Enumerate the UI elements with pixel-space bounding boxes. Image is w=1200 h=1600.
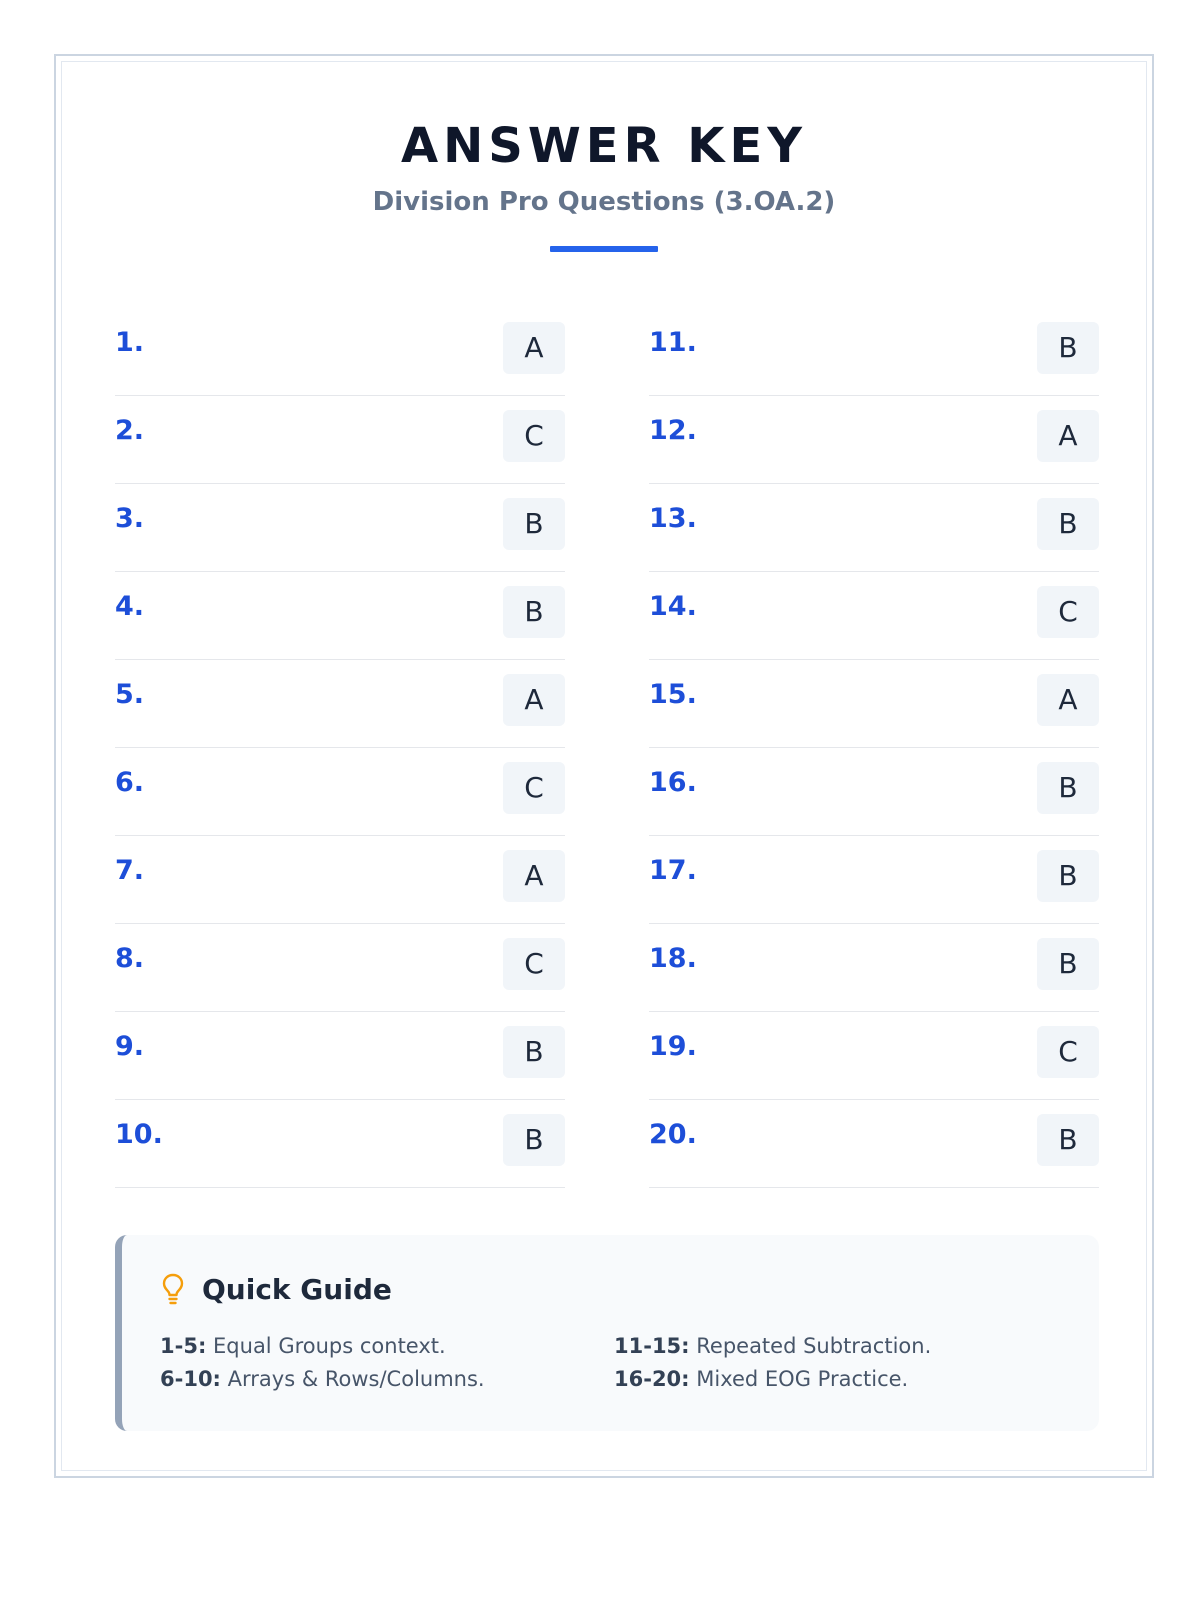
answer-row: [115, 1100, 565, 1188]
guide-range: 11-15:: [614, 1334, 690, 1358]
answer-letter: C: [503, 762, 565, 814]
question-number: 10.: [115, 1119, 163, 1150]
question-number: 2.: [115, 415, 145, 446]
answer-key-sheet: [54, 54, 1154, 1478]
question-number: 1.: [115, 327, 145, 358]
guide-item: [160, 1331, 446, 1361]
answer-grid: [115, 308, 1099, 1188]
answer-row: [649, 660, 1099, 748]
answer-letter: C: [1037, 586, 1099, 638]
answer-letter: B: [1037, 498, 1099, 550]
answer-row: [115, 484, 565, 572]
guide-range: 16-20:: [614, 1367, 690, 1391]
guide-text: Arrays & Rows/Columns.: [227, 1367, 485, 1391]
question-number: 16.: [649, 767, 697, 798]
question-number: 15.: [649, 679, 697, 710]
answer-letter: A: [1037, 410, 1099, 462]
question-number: 8.: [115, 943, 145, 974]
answer-letter: B: [503, 498, 565, 550]
answer-letter: B: [503, 1026, 565, 1078]
guide-item: [614, 1364, 908, 1394]
answer-row: [115, 572, 565, 660]
guide-text: Equal Groups context.: [213, 1334, 446, 1358]
question-number: 9.: [115, 1031, 145, 1062]
guide-item: [160, 1364, 485, 1394]
answer-row: [649, 836, 1099, 924]
answer-letter: C: [503, 938, 565, 990]
answer-row: [115, 836, 565, 924]
question-number: 17.: [649, 855, 697, 886]
question-number: 18.: [649, 943, 697, 974]
answer-letter: A: [1037, 674, 1099, 726]
answer-letter: B: [1037, 938, 1099, 990]
quick-guide-header: [160, 1271, 392, 1307]
answer-row: [649, 396, 1099, 484]
guide-text: Mixed EOG Practice.: [696, 1367, 909, 1391]
page-subtitle: Division Pro Questions (3.OA.2): [372, 187, 836, 217]
answer-column-right: [649, 308, 1099, 1188]
question-number: 20.: [649, 1119, 697, 1150]
answer-letter: C: [1037, 1026, 1099, 1078]
answer-letter: A: [503, 674, 565, 726]
answer-letter: B: [503, 586, 565, 638]
answer-letter: B: [1037, 762, 1099, 814]
answer-row: [649, 1100, 1099, 1188]
header: [62, 118, 1146, 252]
guide-text: Repeated Subtraction.: [696, 1334, 932, 1358]
answer-row: [115, 308, 565, 396]
question-number: 13.: [649, 503, 697, 534]
answer-row: [649, 924, 1099, 1012]
answer-column-left: [115, 308, 565, 1188]
page-title: ANSWER KEY: [400, 118, 808, 174]
lightbulb-icon: [160, 1272, 186, 1306]
sheet-inner-frame: [61, 61, 1147, 1471]
question-number: 4.: [115, 591, 145, 622]
quick-guide-title: Quick Guide: [202, 1272, 392, 1306]
answer-letter: B: [1037, 322, 1099, 374]
answer-letter: C: [503, 410, 565, 462]
question-number: 5.: [115, 679, 145, 710]
answer-row: [115, 1012, 565, 1100]
answer-letter: A: [503, 322, 565, 374]
answer-row: [649, 572, 1099, 660]
question-number: 11.: [649, 327, 697, 358]
answer-row: [115, 924, 565, 1012]
answer-row: [649, 748, 1099, 836]
answer-row: [115, 660, 565, 748]
answer-row: [649, 308, 1099, 396]
answer-row: [649, 1012, 1099, 1100]
question-number: 6.: [115, 767, 145, 798]
answer-row: [115, 396, 565, 484]
question-number: 7.: [115, 855, 145, 886]
answer-row: [649, 484, 1099, 572]
guide-item: [614, 1331, 931, 1361]
answer-letter: B: [1037, 1114, 1099, 1166]
question-number: 19.: [649, 1031, 697, 1062]
question-number: 12.: [649, 415, 697, 446]
answer-letter: A: [503, 850, 565, 902]
answer-row: [115, 748, 565, 836]
guide-range: 1-5:: [160, 1334, 207, 1358]
answer-letter: B: [503, 1114, 565, 1166]
answer-letter: B: [1037, 850, 1099, 902]
guide-range: 6-10:: [160, 1367, 221, 1391]
question-number: 14.: [649, 591, 697, 622]
quick-guide-panel: [115, 1235, 1099, 1431]
question-number: 3.: [115, 503, 145, 534]
title-underline: [550, 246, 658, 252]
